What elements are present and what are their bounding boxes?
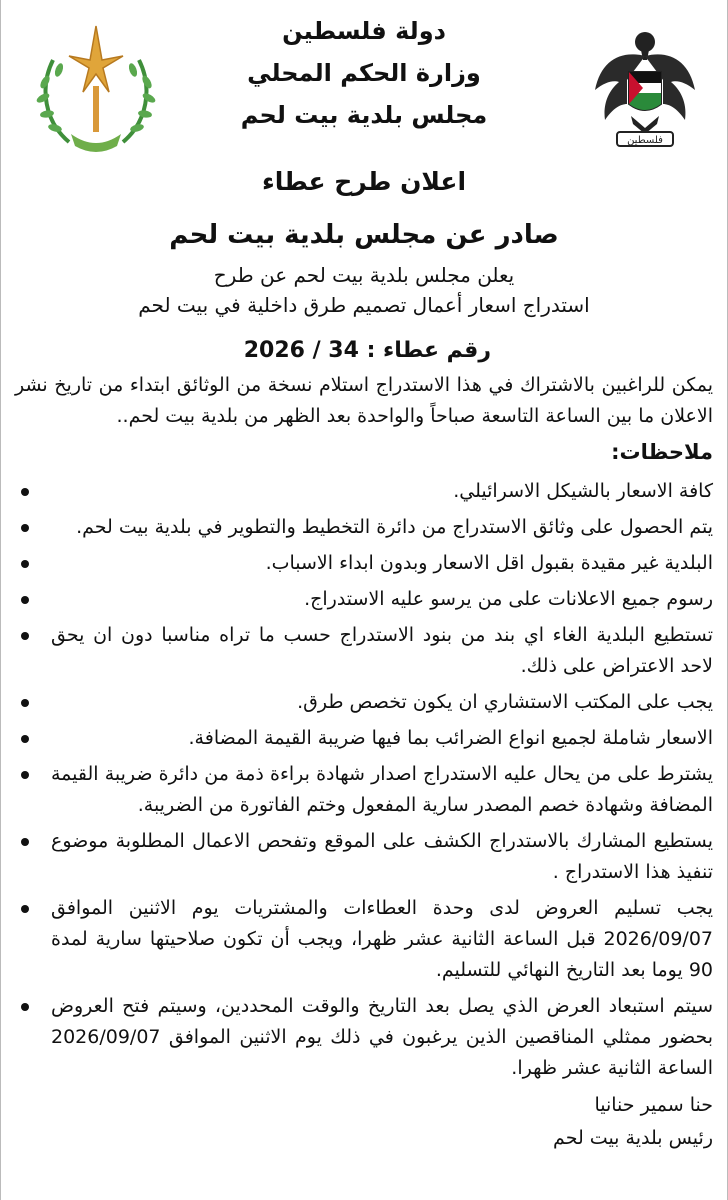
header-line-council: مجلس بلدية بيت لحم — [240, 101, 488, 129]
notice-issuer: صادر عن مجلس بلدية بيت لحم — [169, 220, 559, 250]
bullet-icon — [21, 905, 29, 913]
note-item: رسوم جميع الاعلانات على من يرسو عليه الاستدراج. — [51, 584, 713, 615]
note-item: سيتم استبعاد العرض الذي يصل بعد التاريخ والوقت المحددين، وسيتم فتح العروض بحضور ممثلي المناقصين الذين يرغبون في ذلك يوم الاثنين الموافق 2026/09/07 الساعة الثانية عشر ظهرا. — [51, 991, 713, 1084]
note-item: يشترط على من يحال عليه الاستدراج اصدار شهادة براءة ذمة من دائرة ضريبة القيمة المضافة وشهادة خصم المصدر سارية المفعول وختم الفاتورة من الضريبة. — [51, 759, 713, 821]
signatory-name: حنا سمير حنانيا — [594, 1094, 713, 1116]
signatory-role: رئيس بلدية بيت لحم — [553, 1127, 713, 1149]
bullet-icon — [21, 524, 29, 532]
header-line-ministry: وزارة الحكم المحلي — [247, 59, 481, 87]
bullet-icon — [21, 632, 29, 640]
notes-list — [15, 476, 713, 1084]
note-item: تستطيع البلدية الغاء اي بند من بنود الاستدراج حسب ما تراه مناسبا دون ان يحق لاحد الاعتراض على ذلك. — [51, 620, 713, 682]
notice-title: اعلان طرح عطاء — [261, 167, 467, 196]
bullet-icon — [21, 735, 29, 743]
bullet-icon — [21, 560, 29, 568]
note-item: يجب على المكتب الاستشاري ان يكون تخصص طرق. — [51, 687, 713, 718]
intro-line: يعلن مجلس بلدية بيت لحم عن طرح — [213, 263, 515, 287]
bullet-icon — [21, 596, 29, 604]
note-item: كافة الاسعار بالشيكل الاسرائيلي. — [51, 476, 713, 507]
tender-number: رقم عطاء : 34 / 2026 — [243, 338, 491, 363]
notice-intro — [15, 260, 713, 320]
bullet-icon — [21, 771, 29, 779]
note-item: يتم الحصول على وثائق الاستدراج من دائرة التخطيط والتطوير في بلدية بيت لحم. — [51, 512, 713, 543]
intro-line: استدراج اسعار أعمال تصميم طرق داخلية في بيت لحم — [138, 293, 590, 317]
bullet-icon — [21, 699, 29, 707]
bullet-icon — [21, 838, 29, 846]
bethlehem-star-wreath-emblem-icon — [31, 22, 161, 160]
notice-header — [15, 10, 713, 160]
note-item: يجب تسليم العروض لدى وحدة العطاءات والمشتريات يوم الاثنين الموافق 2026/09/07 قبل الساعة الثانية عشر ظهرا، ويجب أن تكون صلاحيتها سارية لمدة 90 يوما بعد التاريخ النهائي للتسليم. — [51, 893, 713, 986]
note-item: يستطيع المشارك بالاستدراج الكشف على الموقع وتفحص الاعمال المطلوبة موضوع تنفيذ هذا الاستدراج . — [51, 826, 713, 888]
note-item: الاسعار شاملة لجميع انواع الضرائب بما فيها ضريبة القيمة المضافة. — [51, 723, 713, 754]
notice-paragraph: يمكن للراغبين بالاشتراك في هذا الاستدراج استلام نسخة من الوثائق ابتداء من تاريخ نشر الاعلان ما بين الساعة التاسعة صباحاً والواحدة بعد الظهر من بلدية بيت لحم.. — [15, 374, 713, 427]
emblem-caption: فلسطين — [627, 135, 663, 146]
bullet-icon — [21, 1003, 29, 1011]
notes-heading: ملاحظات: — [611, 440, 713, 464]
bullet-icon — [21, 488, 29, 496]
header-line-state: دولة فلسطين — [282, 17, 446, 45]
note-item: البلدية غير مقيدة بقبول اقل الاسعار وبدون ابداء الاسباب. — [51, 548, 713, 579]
palestine-eagle-emblem-icon — [591, 20, 699, 158]
signature-block — [15, 1089, 713, 1155]
